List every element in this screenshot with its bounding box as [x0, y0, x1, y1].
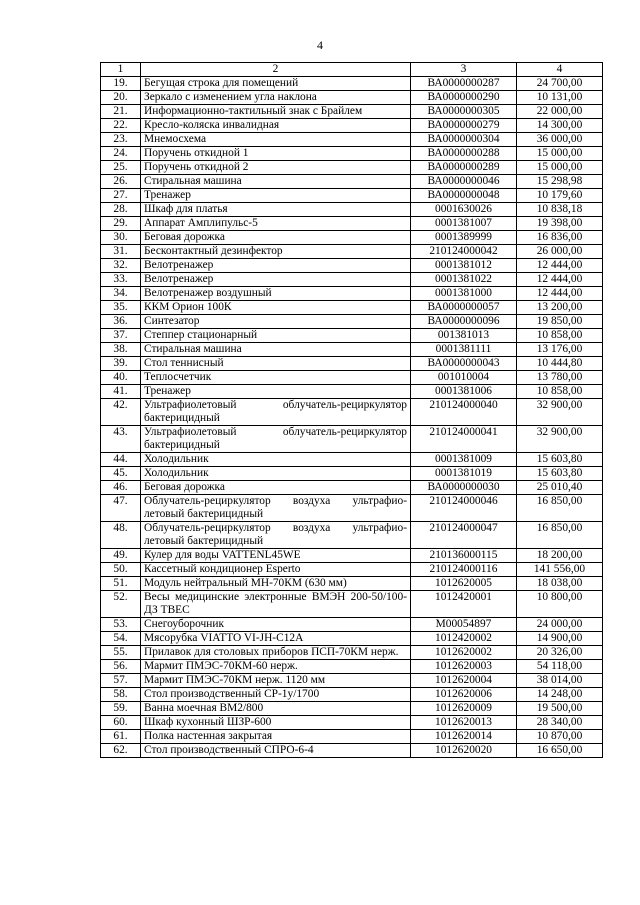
item-name-cell: Ультрафиолетовый облучатель-рециркулятор бактерицидный [141, 426, 411, 453]
table-row [101, 329, 603, 343]
amount-cell: 16 650,00 [517, 744, 603, 758]
item-name-cell: Поручень откидной 2 [141, 161, 411, 175]
inventory-code-cell: 0001381111 [411, 343, 517, 357]
amount-cell: 10 858,00 [517, 329, 603, 343]
table-row [101, 399, 603, 426]
amount-cell: 24 000,00 [517, 618, 603, 632]
row-number-cell: 27. [101, 189, 141, 203]
item-name-cell: Стол производственный СР-1у/1700 [141, 688, 411, 702]
table-row [101, 702, 603, 716]
table-row [101, 273, 603, 287]
amount-cell: 12 444,00 [517, 273, 603, 287]
inventory-code-cell: 001010004 [411, 371, 517, 385]
row-number-cell: 23. [101, 133, 141, 147]
column-header-inventory-code: 3 [411, 63, 517, 77]
inventory-code-cell: 1012420001 [411, 591, 517, 618]
inventory-code-cell: 0001381012 [411, 259, 517, 273]
inventory-code-cell: ВА0000000287 [411, 77, 517, 91]
item-name-cell: Стол теннисный [141, 357, 411, 371]
item-name-cell: Мармит ПМЭС-70КМ нерж. 1120 мм [141, 674, 411, 688]
row-number-cell: 34. [101, 287, 141, 301]
amount-cell: 38 014,00 [517, 674, 603, 688]
table-row [101, 495, 603, 522]
inventory-table [100, 62, 603, 758]
table-row [101, 77, 603, 91]
amount-cell: 141 556,00 [517, 563, 603, 577]
row-number-cell: 24. [101, 147, 141, 161]
amount-cell: 24 700,00 [517, 77, 603, 91]
item-name-cell: Бегущая строка для помещений [141, 77, 411, 91]
table-row [101, 91, 603, 105]
row-number-cell: 44. [101, 453, 141, 467]
amount-cell: 20 326,00 [517, 646, 603, 660]
amount-cell: 10 179,60 [517, 189, 603, 203]
table-row [101, 426, 603, 453]
row-number-cell: 22. [101, 119, 141, 133]
inventory-code-cell: 0001381019 [411, 467, 517, 481]
item-name-cell: Холодильник [141, 467, 411, 481]
item-name-cell: Зеркало с изменением угла наклона [141, 91, 411, 105]
amount-cell: 19 850,00 [517, 315, 603, 329]
item-name-cell: Аппарат Амплипульс-5 [141, 217, 411, 231]
page-number: 4 [317, 38, 323, 52]
amount-cell: 22 000,00 [517, 105, 603, 119]
table-row [101, 161, 603, 175]
row-number-cell: 49. [101, 549, 141, 563]
inventory-code-cell: ВА0000000279 [411, 119, 517, 133]
table-row [101, 591, 603, 618]
table-row [101, 646, 603, 660]
amount-cell: 36 000,00 [517, 133, 603, 147]
inventory-code-cell: 0001381006 [411, 385, 517, 399]
row-number-cell: 45. [101, 467, 141, 481]
item-name-cell: Стиральная машина [141, 343, 411, 357]
item-name-cell: Синтезатор [141, 315, 411, 329]
row-number-cell: 21. [101, 105, 141, 119]
table-row [101, 315, 603, 329]
item-name-cell: Снегоуборочник [141, 618, 411, 632]
amount-cell: 18 038,00 [517, 577, 603, 591]
item-name-cell: Весы медицинские электронные ВМЭН 200-50/100-ДЗ ТВЕС [141, 591, 411, 618]
row-number-cell: 35. [101, 301, 141, 315]
inventory-code-cell: ВА0000000030 [411, 481, 517, 495]
table-row [101, 357, 603, 371]
table-row [101, 481, 603, 495]
inventory-code-cell: ВА0000000043 [411, 357, 517, 371]
inventory-code-cell: 0001381007 [411, 217, 517, 231]
table-row [101, 660, 603, 674]
amount-cell: 10 444,80 [517, 357, 603, 371]
amount-cell: 16 836,00 [517, 231, 603, 245]
inventory-code-cell: 210124000046 [411, 495, 517, 522]
item-name-cell: Кресло-коляска инвалидная [141, 119, 411, 133]
row-number-cell: 43. [101, 426, 141, 453]
inventory-code-cell: 0001381009 [411, 453, 517, 467]
table-row [101, 133, 603, 147]
inventory-code-cell: ВА0000000305 [411, 105, 517, 119]
table-row [101, 245, 603, 259]
table-row [101, 203, 603, 217]
row-number-cell: 56. [101, 660, 141, 674]
item-name-cell: Шкаф для платья [141, 203, 411, 217]
item-name-cell: Шкаф кухонный ШЗР-600 [141, 716, 411, 730]
amount-cell: 12 444,00 [517, 287, 603, 301]
item-name-cell: Велотренажер [141, 259, 411, 273]
amount-cell: 15 000,00 [517, 147, 603, 161]
item-name-cell: Стиральная машина [141, 175, 411, 189]
inventory-code-cell: 1012620006 [411, 688, 517, 702]
column-header-number: 1 [101, 63, 141, 77]
table-row [101, 105, 603, 119]
item-name-cell: Мармит ПМЭС-70КМ-60 нерж. [141, 660, 411, 674]
inventory-code-cell: 1012620003 [411, 660, 517, 674]
row-number-cell: 54. [101, 632, 141, 646]
table-row [101, 371, 603, 385]
item-name-cell: Велотренажер воздушный [141, 287, 411, 301]
column-header-amount: 4 [517, 63, 603, 77]
item-name-cell: Стол производственный СПРО-6-4 [141, 744, 411, 758]
inventory-code-cell: 1012620009 [411, 702, 517, 716]
row-number-cell: 57. [101, 674, 141, 688]
item-name-cell: Полка настенная закрытая [141, 730, 411, 744]
inventory-code-cell: 210124000116 [411, 563, 517, 577]
item-name-cell: Велотренажер [141, 273, 411, 287]
amount-cell: 14 900,00 [517, 632, 603, 646]
item-name-cell: ККМ Орион 100К [141, 301, 411, 315]
row-number-cell: 50. [101, 563, 141, 577]
table-row [101, 674, 603, 688]
row-number-cell: 25. [101, 161, 141, 175]
row-number-cell: 29. [101, 217, 141, 231]
item-name-cell: Бесконтактный дезинфектор [141, 245, 411, 259]
table-row [101, 301, 603, 315]
inventory-code-cell: 001381013 [411, 329, 517, 343]
inventory-code-cell: 1012420002 [411, 632, 517, 646]
amount-cell: 15 603,80 [517, 467, 603, 481]
table-row [101, 632, 603, 646]
row-number-cell: 40. [101, 371, 141, 385]
item-name-cell: Облучатель-рециркулятор воздуха ультрафио-летовый бактерицидный [141, 522, 411, 549]
item-name-cell: Степпер стационарный [141, 329, 411, 343]
row-number-cell: 55. [101, 646, 141, 660]
row-number-cell: 38. [101, 343, 141, 357]
table-row [101, 385, 603, 399]
table-row [101, 744, 603, 758]
amount-cell: 10 838,18 [517, 203, 603, 217]
row-number-cell: 33. [101, 273, 141, 287]
inventory-code-cell: ВА0000000290 [411, 91, 517, 105]
inventory-code-cell: ВА0000000288 [411, 147, 517, 161]
table-row [101, 618, 603, 632]
amount-cell: 18 200,00 [517, 549, 603, 563]
table-row [101, 467, 603, 481]
row-number-cell: 41. [101, 385, 141, 399]
amount-cell: 25 010,40 [517, 481, 603, 495]
table-row [101, 147, 603, 161]
inventory-code-cell: 0001381022 [411, 273, 517, 287]
item-name-cell: Облучатель-рециркулятор воздуха ультрафио-летовый бактерицидный [141, 495, 411, 522]
table-row [101, 287, 603, 301]
inventory-code-cell: ВА0000000304 [411, 133, 517, 147]
inventory-code-cell: 1012620004 [411, 674, 517, 688]
inventory-code-cell: 1012620014 [411, 730, 517, 744]
inventory-code-cell: ВА0000000048 [411, 189, 517, 203]
table-row [101, 175, 603, 189]
row-number-cell: 32. [101, 259, 141, 273]
table-row [101, 522, 603, 549]
item-name-cell: Кулер для воды VATTENL45WE [141, 549, 411, 563]
row-number-cell: 53. [101, 618, 141, 632]
table-row [101, 730, 603, 744]
row-number-cell: 51. [101, 577, 141, 591]
table-row [101, 119, 603, 133]
row-number-cell: 31. [101, 245, 141, 259]
amount-cell: 10 131,00 [517, 91, 603, 105]
amount-cell: 14 300,00 [517, 119, 603, 133]
row-number-cell: 47. [101, 495, 141, 522]
inventory-code-cell: 1012620013 [411, 716, 517, 730]
item-name-cell: Мнемосхема [141, 133, 411, 147]
inventory-code-cell: 210124000047 [411, 522, 517, 549]
inventory-code-cell: ВА0000000057 [411, 301, 517, 315]
amount-cell: 10 800,00 [517, 591, 603, 618]
amount-cell: 19 398,00 [517, 217, 603, 231]
amount-cell: 19 500,00 [517, 702, 603, 716]
table-row [101, 189, 603, 203]
table-header-row [101, 63, 603, 77]
inventory-code-cell: 0001381000 [411, 287, 517, 301]
amount-cell: 26 000,00 [517, 245, 603, 259]
inventory-code-cell: 210124000040 [411, 399, 517, 426]
amount-cell: 28 340,00 [517, 716, 603, 730]
inventory-code-cell: 1012620020 [411, 744, 517, 758]
inventory-code-cell: ВА0000000046 [411, 175, 517, 189]
row-number-cell: 39. [101, 357, 141, 371]
row-number-cell: 61. [101, 730, 141, 744]
item-name-cell: Тренажер [141, 189, 411, 203]
inventory-code-cell: ВА0000000289 [411, 161, 517, 175]
row-number-cell: 62. [101, 744, 141, 758]
row-number-cell: 42. [101, 399, 141, 426]
inventory-code-cell: 1012620002 [411, 646, 517, 660]
row-number-cell: 20. [101, 91, 141, 105]
item-name-cell: Холодильник [141, 453, 411, 467]
table-row [101, 259, 603, 273]
item-name-cell: Модуль нейтральный МН-70КМ (630 мм) [141, 577, 411, 591]
amount-cell: 15 298,98 [517, 175, 603, 189]
item-name-cell: Теплосчетчик [141, 371, 411, 385]
amount-cell: 13 176,00 [517, 343, 603, 357]
item-name-cell: Кассетный кондиционер Esperto [141, 563, 411, 577]
table-row [101, 716, 603, 730]
amount-cell: 32 900,00 [517, 426, 603, 453]
amount-cell: 15 000,00 [517, 161, 603, 175]
row-number-cell: 46. [101, 481, 141, 495]
row-number-cell: 26. [101, 175, 141, 189]
table-row [101, 577, 603, 591]
inventory-code-cell: 0001630026 [411, 203, 517, 217]
row-number-cell: 19. [101, 77, 141, 91]
inventory-code-cell: 210124000042 [411, 245, 517, 259]
item-name-cell: Беговая дорожка [141, 481, 411, 495]
item-name-cell: Беговая дорожка [141, 231, 411, 245]
amount-cell: 14 248,00 [517, 688, 603, 702]
amount-cell: 32 900,00 [517, 399, 603, 426]
amount-cell: 16 850,00 [517, 495, 603, 522]
amount-cell: 13 780,00 [517, 371, 603, 385]
row-number-cell: 48. [101, 522, 141, 549]
row-number-cell: 37. [101, 329, 141, 343]
inventory-code-cell: 210124000041 [411, 426, 517, 453]
row-number-cell: 30. [101, 231, 141, 245]
amount-cell: 16 850,00 [517, 522, 603, 549]
table-row [101, 453, 603, 467]
row-number-cell: 36. [101, 315, 141, 329]
amount-cell: 54 118,00 [517, 660, 603, 674]
amount-cell: 12 444,00 [517, 259, 603, 273]
inventory-code-cell: 210136000115 [411, 549, 517, 563]
row-number-cell: 58. [101, 688, 141, 702]
table-row [101, 343, 603, 357]
table-row [101, 217, 603, 231]
table-row [101, 231, 603, 245]
item-name-cell: Тренажер [141, 385, 411, 399]
item-name-cell: Прилавок для столовых приборов ПСП-70КМ нерж. [141, 646, 411, 660]
row-number-cell: 59. [101, 702, 141, 716]
amount-cell: 15 603,80 [517, 453, 603, 467]
item-name-cell: Поручень откидной 1 [141, 147, 411, 161]
item-name-cell: Ультрафиолетовый облучатель-рециркулятор бактерицидный [141, 399, 411, 426]
item-name-cell: Мясорубка VIATTO VI-JH-C12A [141, 632, 411, 646]
column-header-name: 2 [141, 63, 411, 77]
row-number-cell: 28. [101, 203, 141, 217]
amount-cell: 13 200,00 [517, 301, 603, 315]
item-name-cell: Ванна моечная ВМ2/800 [141, 702, 411, 716]
table-row [101, 688, 603, 702]
table-body [101, 77, 603, 758]
table-row [101, 563, 603, 577]
row-number-cell: 52. [101, 591, 141, 618]
amount-cell: 10 870,00 [517, 730, 603, 744]
table-row [101, 549, 603, 563]
amount-cell: 10 858,00 [517, 385, 603, 399]
row-number-cell: 60. [101, 716, 141, 730]
inventory-code-cell: ВА0000000096 [411, 315, 517, 329]
inventory-code-cell: М00054897 [411, 618, 517, 632]
item-name-cell: Информационно-тактильный знак с Брайлем [141, 105, 411, 119]
inventory-code-cell: 0001389999 [411, 231, 517, 245]
inventory-code-cell: 1012620005 [411, 577, 517, 591]
